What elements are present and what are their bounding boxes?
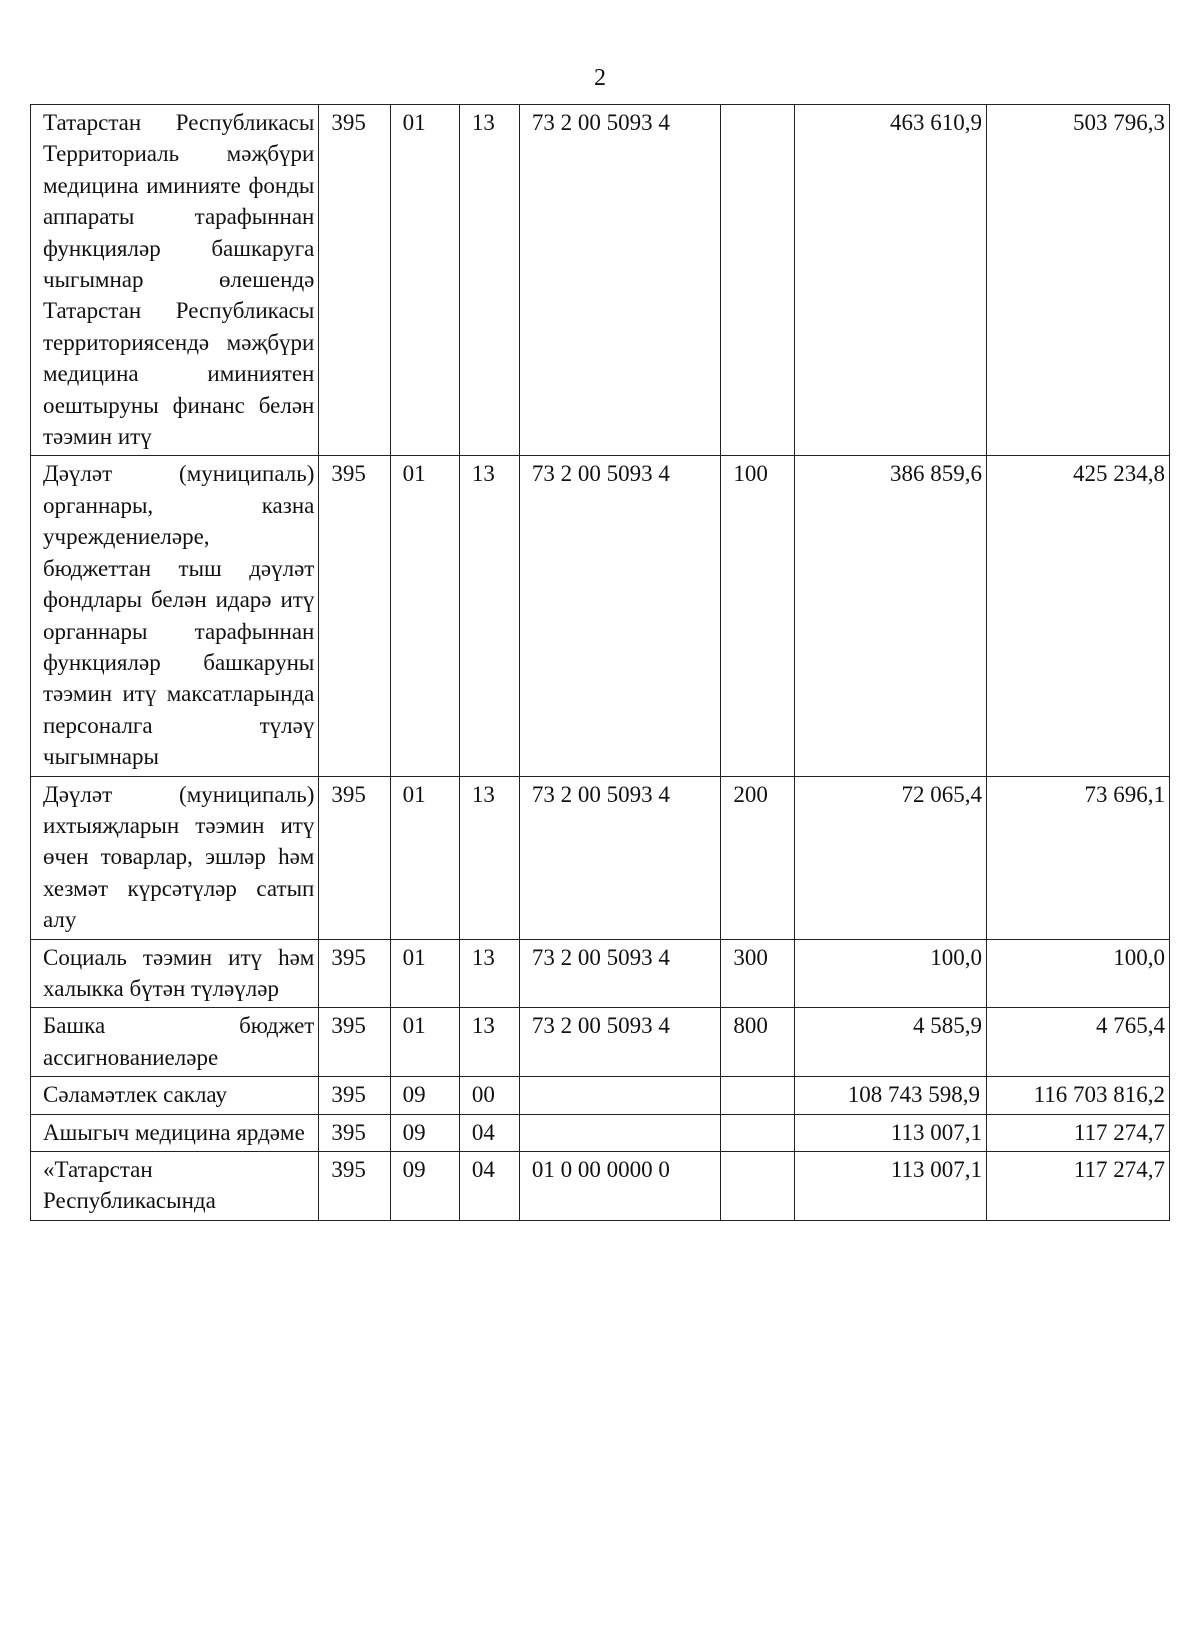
expense-type-cell: [721, 1114, 794, 1151]
row-name-cell: Башка бюджет ассигнованиеләре: [31, 1008, 319, 1077]
row-name-cell: Дәүләт (муниципаль) ихтыяҗларын тәэмин итү өчен товарлар, эшләр һәм хезмәт күрсәтүләр сатып алу: [31, 776, 319, 939]
amount-year2-cell: 116 703 816,2: [987, 1077, 1170, 1114]
expense-type-cell: [721, 1077, 794, 1114]
section-code-cell: 01: [390, 939, 459, 1008]
subsection-code-cell: 13: [459, 776, 519, 939]
row-name-cell: Дәүләт (муниципаль) органнары, казна учреждениеләре, бюджеттан тыш дәүләт фондлары белән идарә итү органнары тарафыннан функцияләр башкаруны тәэмин итү максатларында персоналга түләү чыгымнары: [31, 456, 319, 776]
amount-year2-cell: 117 274,7: [987, 1152, 1170, 1221]
section-code-cell: 01: [390, 456, 459, 776]
subsection-code-cell: 13: [459, 1008, 519, 1077]
expense-type-cell: 800: [721, 1008, 794, 1077]
amount-year2-cell: 73 696,1: [987, 776, 1170, 939]
section-code-cell: 01: [390, 1008, 459, 1077]
expense-type-cell: 100: [721, 456, 794, 776]
target-article-cell: 73 2 00 5093 4: [519, 1008, 721, 1077]
table-row: [31, 1077, 1170, 1114]
ministry-code-cell: 395: [319, 1008, 390, 1077]
amount-year1-cell: 100,0: [794, 939, 986, 1008]
table-row: [31, 1114, 1170, 1151]
amount-year2-cell: 117 274,7: [987, 1114, 1170, 1151]
amount-year2-cell: 100,0: [987, 939, 1170, 1008]
section-code-cell: 09: [390, 1114, 459, 1151]
expense-type-cell: [721, 105, 794, 456]
amount-year2-cell: 4 765,4: [987, 1008, 1170, 1077]
row-name-cell: Ашыгыч медицина ярдәме: [31, 1114, 319, 1151]
target-article-cell: 73 2 00 5093 4: [519, 456, 721, 776]
ministry-code-cell: 395: [319, 939, 390, 1008]
ministry-code-cell: 395: [319, 1077, 390, 1114]
table-row: [31, 456, 1170, 776]
amount-year2-cell: 425 234,8: [987, 456, 1170, 776]
ministry-code-cell: 395: [319, 776, 390, 939]
expense-type-cell: 200: [721, 776, 794, 939]
ministry-code-cell: 395: [319, 1114, 390, 1151]
expense-type-cell: 300: [721, 939, 794, 1008]
section-code-cell: 09: [390, 1077, 459, 1114]
amount-year1-cell: 4 585,9: [794, 1008, 986, 1077]
row-name-cell: «Татарстан Республикасында: [31, 1152, 319, 1221]
amount-year1-cell: 463 610,9: [794, 105, 986, 456]
subsection-code-cell: 13: [459, 939, 519, 1008]
target-article-cell: 73 2 00 5093 4: [519, 939, 721, 1008]
budget-table: [30, 104, 1170, 1221]
ministry-code-cell: 395: [319, 456, 390, 776]
row-name-cell: Сәламәтлек саклау: [31, 1077, 319, 1114]
amount-year1-cell: 386 859,6: [794, 456, 986, 776]
table-row: [31, 1008, 1170, 1077]
ministry-code-cell: 395: [319, 1152, 390, 1221]
target-article-cell: 73 2 00 5093 4: [519, 105, 721, 456]
section-code-cell: 09: [390, 1152, 459, 1221]
subsection-code-cell: 13: [459, 105, 519, 456]
table-row: [31, 1152, 1170, 1221]
target-article-cell: 73 2 00 5093 4: [519, 776, 721, 939]
row-name-cell: Татарстан Республикасы Территориаль мәҗбүри медицина иминияте фонды аппараты тарафыннан функцияләр башкаруга чыгымнар өлешендә Татарстан Республикасы территориясендә мәҗбүри медицина иминиятен оештыруны финанс белән тәэмин итү: [31, 105, 319, 456]
table-row: [31, 776, 1170, 939]
section-code-cell: 01: [390, 105, 459, 456]
amount-year1-cell: 72 065,4: [794, 776, 986, 939]
subsection-code-cell: 13: [459, 456, 519, 776]
table-row: [31, 105, 1170, 456]
section-code-cell: 01: [390, 776, 459, 939]
expense-type-cell: [721, 1152, 794, 1221]
amount-year1-cell: 113 007,1: [794, 1152, 986, 1221]
amount-year2-cell: 503 796,3: [987, 105, 1170, 456]
page-number: 2: [594, 65, 606, 91]
row-name-cell: Социаль тәэмин итү һәм халыкка бүтән түләүләр: [31, 939, 319, 1008]
target-article-cell: [519, 1114, 721, 1151]
subsection-code-cell: 04: [459, 1152, 519, 1221]
subsection-code-cell: 04: [459, 1114, 519, 1151]
subsection-code-cell: 00: [459, 1077, 519, 1114]
amount-year1-cell: 108 743 598,9: [794, 1077, 986, 1114]
ministry-code-cell: 395: [319, 105, 390, 456]
target-article-cell: 01 0 00 0000 0: [519, 1152, 721, 1221]
target-article-cell: [519, 1077, 721, 1114]
amount-year1-cell: 113 007,1: [794, 1114, 986, 1151]
table-row: [31, 939, 1170, 1008]
